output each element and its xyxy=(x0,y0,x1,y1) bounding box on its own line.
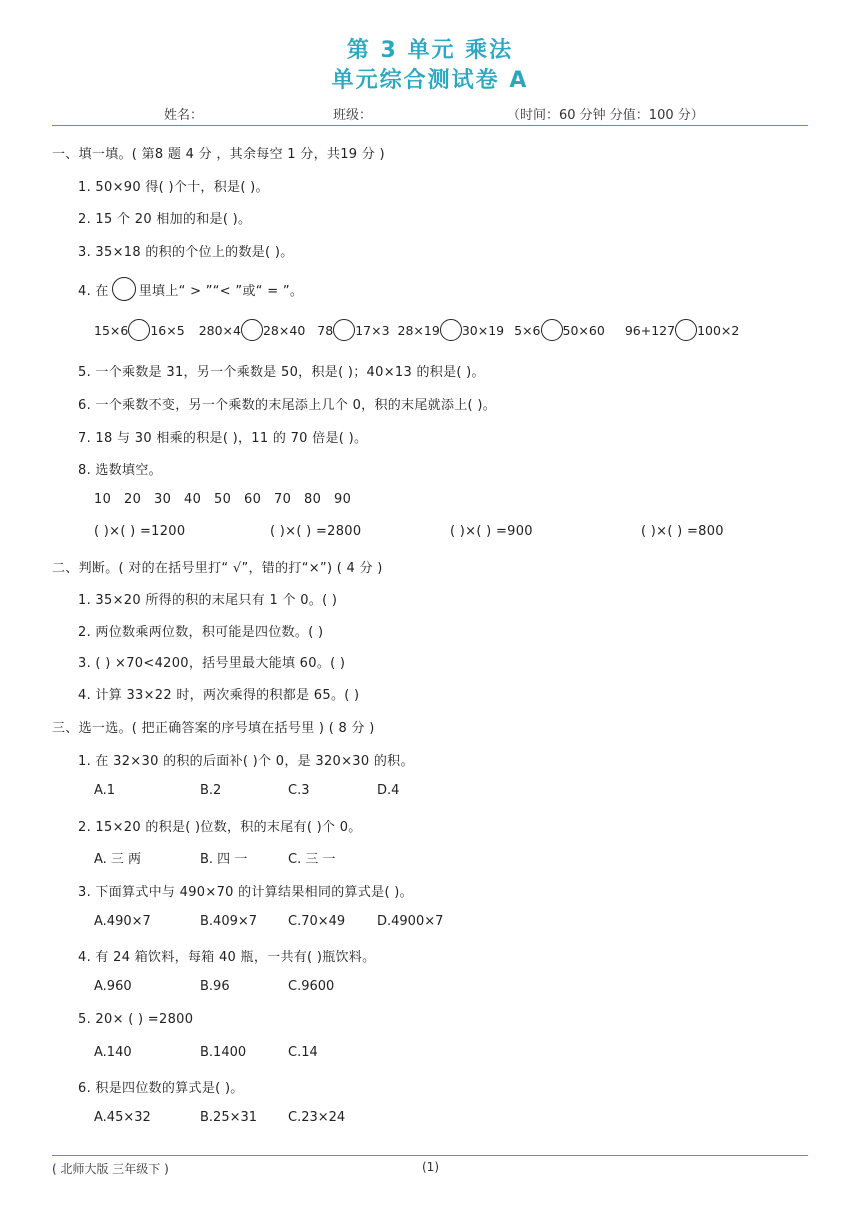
comparison-circle[interactable] xyxy=(440,319,462,341)
option: C.14 xyxy=(288,1045,318,1060)
section1-heading: 一、填一填。( 第8 题 4 分 ，其余每空 1 分，共19 分 ) xyxy=(52,147,385,162)
comparison-circle[interactable] xyxy=(333,319,355,341)
time-score-info: （时间：60 分钟 分值：100 分） xyxy=(507,108,704,123)
comparison-circle[interactable] xyxy=(128,319,150,341)
option: B. 四 一 xyxy=(200,852,248,867)
option: C. 三 一 xyxy=(288,852,336,867)
s1-question-2: 2. 15 个 20 相加的和是( )。 xyxy=(78,212,252,227)
option: A.1 xyxy=(94,783,116,798)
footer-rule xyxy=(52,1155,808,1156)
option: C.3 xyxy=(288,783,310,798)
option: D.4900×7 xyxy=(377,914,444,929)
name-label: 姓名： xyxy=(164,108,204,123)
comparison-circle[interactable] xyxy=(675,319,697,341)
test-title: 单元综合测试卷 A xyxy=(331,68,529,93)
comparison-right: 17×3 xyxy=(355,322,390,338)
s1-question-8: 8. 选数填空。 xyxy=(78,463,162,478)
number-choice: 50 xyxy=(214,492,232,507)
s1-question-6: 6. 一个乘数不变，另一个乘数的末尾添上几个 0，积的末尾就添上( )。 xyxy=(78,398,497,413)
blank-equation-4: ( )×( ) =800 xyxy=(641,524,724,539)
option: B.96 xyxy=(200,979,230,994)
comparison-left: 15×6 xyxy=(94,322,129,338)
s1-question-7: 7. 18 与 30 相乘的积是( )，11 的 70 倍是( )。 xyxy=(78,431,368,446)
s2-question-2: 2. 两位数乘两位数，积可能是四位数。( ) xyxy=(78,625,324,640)
header-rule xyxy=(52,125,808,126)
number-choice: 20 xyxy=(124,492,142,507)
option: C.23×24 xyxy=(288,1110,346,1125)
option: B.2 xyxy=(200,783,222,798)
option: A. 三 两 xyxy=(94,852,142,867)
comparison-row xyxy=(94,319,739,341)
option: A.960 xyxy=(94,979,132,994)
blank-equation-3: ( )×( ) =900 xyxy=(450,524,533,539)
q4-text-before: 4. 在 xyxy=(78,283,109,299)
option: C.9600 xyxy=(288,979,335,994)
unit-title: 第 3 单元 乘法 xyxy=(346,38,514,63)
comparison-right: 28×40 xyxy=(262,322,306,338)
number-choice: 30 xyxy=(154,492,172,507)
s1-question-1: 1. 50×90 得( )个十，积是( )。 xyxy=(78,180,269,195)
s1-question-3: 3. 35×18 的积的个位上的数是( )。 xyxy=(78,245,294,260)
comparison-circle[interactable] xyxy=(541,319,563,341)
number-choice: 40 xyxy=(184,492,202,507)
s3-question-2: 2. 15×20 的积是( )位数，积的末尾有( )个 0。 xyxy=(78,820,362,835)
s3-question-5: 5. 20× ( ) =2800 xyxy=(78,1012,194,1027)
option: B.25×31 xyxy=(200,1110,258,1125)
q4-text-after: 里填上“ > ”“< ”或“ = ”。 xyxy=(138,283,304,299)
number-choice: 10 xyxy=(94,492,112,507)
option: B.1400 xyxy=(200,1045,247,1060)
comparison-left: 28×19 xyxy=(397,322,440,338)
comparison-circle[interactable] xyxy=(241,319,263,341)
option: A.140 xyxy=(94,1045,132,1060)
number-choice: 90 xyxy=(334,492,352,507)
number-choices xyxy=(94,492,364,507)
comparison-right: 100×2 xyxy=(697,322,740,338)
comparison-right: 16×5 xyxy=(150,322,185,338)
comparison-left: 96+127 xyxy=(624,322,676,338)
page-number: (1) xyxy=(422,1160,439,1174)
option: B.409×7 xyxy=(200,914,258,929)
s3-question-4: 4. 有 24 箱饮料，每箱 40 瓶，一共有( )瓶饮料。 xyxy=(78,950,376,965)
comparison-left: 5×6 xyxy=(514,322,541,338)
s3-question-3: 3. 下面算式中与 490×70 的计算结果相同的算式是( )。 xyxy=(78,885,413,900)
section2-heading: 二、判断。( 对的在括号里打“ √”，错的打“×”) ( 4 分 ) xyxy=(52,561,383,576)
number-choice: 80 xyxy=(304,492,322,507)
number-choice: 70 xyxy=(274,492,292,507)
s2-question-3: 3. ( ) ×70<4200，括号里最大能填 60。( ) xyxy=(78,656,346,671)
option: D.4 xyxy=(377,783,400,798)
comparison-left: 78 xyxy=(317,322,334,338)
blank-equation-1: ( )×( ) =1200 xyxy=(94,524,186,539)
s1-question-5: 5. 一个乘数是 31，另一个乘数是 50，积是( )；40×13 的积是( )。 xyxy=(78,365,485,380)
circle-blank-icon xyxy=(112,277,136,301)
edition-label: ( 北师大版 三年级下 ) xyxy=(52,1162,169,1176)
comparison-left: 280×4 xyxy=(198,322,241,338)
s2-question-4: 4. 计算 33×22 时，两次乘得的积都是 65。( ) xyxy=(78,688,360,703)
comparison-right: 30×19 xyxy=(461,322,505,338)
option: C.70×49 xyxy=(288,914,346,929)
s2-question-1: 1. 35×20 所得的积的末尾只有 1 个 0。( ) xyxy=(78,593,338,608)
section3-heading: 三、选一选。( 把正确答案的序号填在括号里 ) ( 8 分 ) xyxy=(52,721,375,736)
class-label: 班级： xyxy=(333,108,373,123)
number-choice: 60 xyxy=(244,492,262,507)
s3-question-1: 1. 在 32×30 的积的后面补( )个 0，是 320×30 的积。 xyxy=(78,754,414,769)
s3-question-6: 6. 积是四位数的算式是( )。 xyxy=(78,1081,244,1096)
option: A.490×7 xyxy=(94,914,151,929)
option: A.45×32 xyxy=(94,1110,151,1125)
comparison-right: 50×60 xyxy=(562,322,605,338)
blank-equation-2: ( )×( ) =2800 xyxy=(270,524,362,539)
s1-question-4 xyxy=(78,277,303,301)
